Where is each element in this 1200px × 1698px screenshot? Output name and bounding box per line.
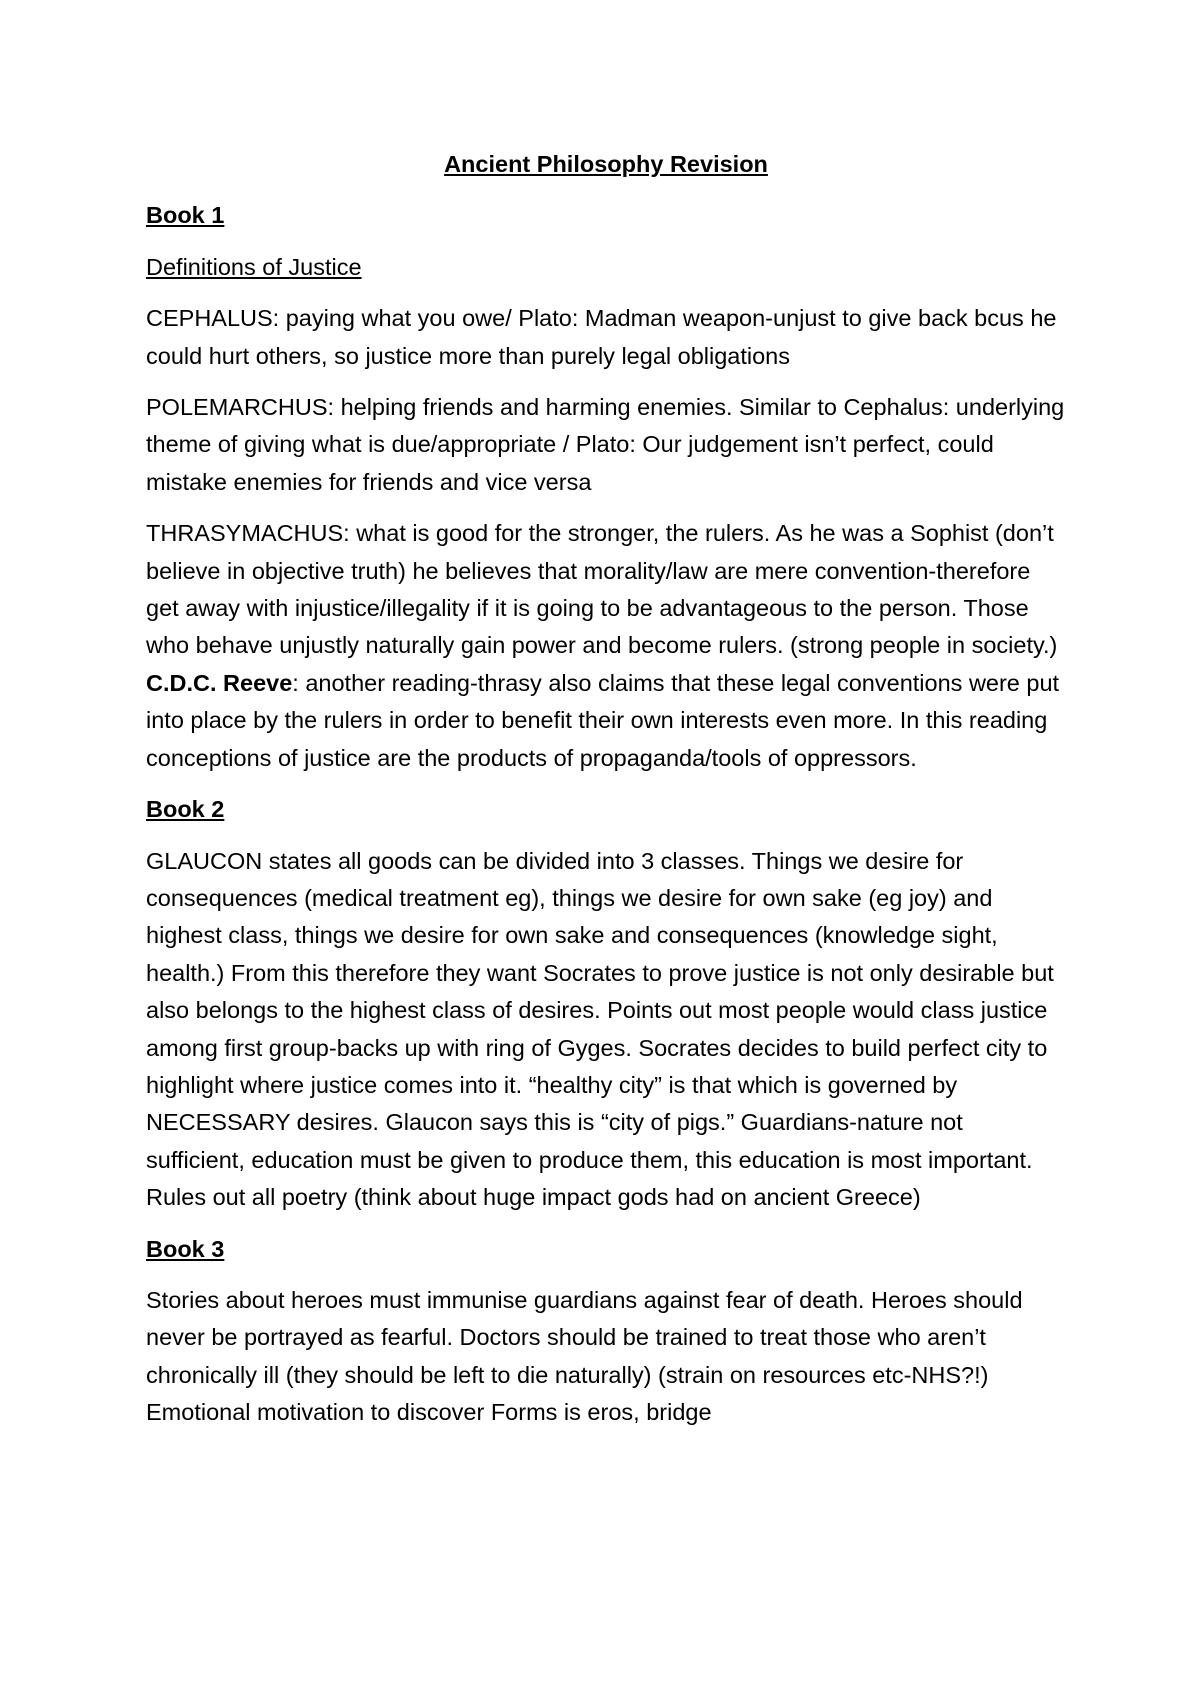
- heroes-paragraph: Stories about heroes must immunise guardians against fear of death. Heroes should never be portrayed as fearful. Doctors should be trained to treat those who aren’t chronically ill (they should be left to die naturally) (strain on resources etc-NHS?!) Emotional motivation to discover Forms is eros, bridge: [146, 1286, 1023, 1426]
- cephalus-paragraph: CEPHALUS: paying what you owe/ Plato: Madman weapon-unjust to give back bcus he could hurt others, so justice more than purely legal obligations: [146, 305, 1057, 369]
- document-title: Ancient Philosophy Revision: [444, 151, 768, 177]
- thrasymachus-text-part-2: : another reading-thrasy also claims that these legal conventions were put into place by the rulers in order to benefit their own interests even more. In this reading conceptions of justice are the products of propaganda/tools of oppressors.: [146, 669, 1060, 771]
- definitions-of-justice-heading: Definitions of Justice: [146, 253, 362, 280]
- glaucon-paragraph: GLAUCON states all goods can be divided into 3 classes. Things we desire for consequences (medical treatment eg), things we desire for own sake (eg joy) and highest class, things we desire for own sake and consequences (knowledge sight, health.) From this therefore they want Socrates to prove justice is not only desirable but also belongs to the highest class of desires. Points out most people would class justice among first group-backs up with ring of Gyges. Socrates decides to build perfect city to highlight where justice comes into it. “healthy city” is that which is governed by NECESSARY desires. Glaucon says this is “city of pigs.” Guardians-nature not sufficient, education must be given to produce them, this education is most important. Rules out all poetry (think about huge impact gods had on ancient Greece): [146, 847, 1054, 1211]
- book-2-heading: Book 2: [146, 796, 225, 823]
- reeve-name: C.D.C. Reeve: [146, 669, 293, 696]
- book-1-heading: Book 1: [146, 202, 225, 229]
- polemarchus-paragraph: POLEMARCHUS: helping friends and harming enemies. Similar to Cephalus: underlying theme of giving what is due/appropriate / Plato: Our judgement isn’t perfect, could mistake enemies for friends and vice versa: [146, 394, 1065, 495]
- thrasymachus-paragraph: [146, 515, 1066, 777]
- thrasymachus-text-part-1: THRASYMACHUS: what is good for the stronger, the rulers. As he was a Sophist (don’t believe in objective truth) he believes that morality/law are mere convention-therefore get away with injustice/illegality if it is going to be advantageous to the person. Those who behave unjustly naturally gain power and become rulers. (strong people in society.): [146, 520, 1058, 659]
- document-body: [146, 146, 1066, 1446]
- book-3-heading: Book 3: [146, 1235, 225, 1262]
